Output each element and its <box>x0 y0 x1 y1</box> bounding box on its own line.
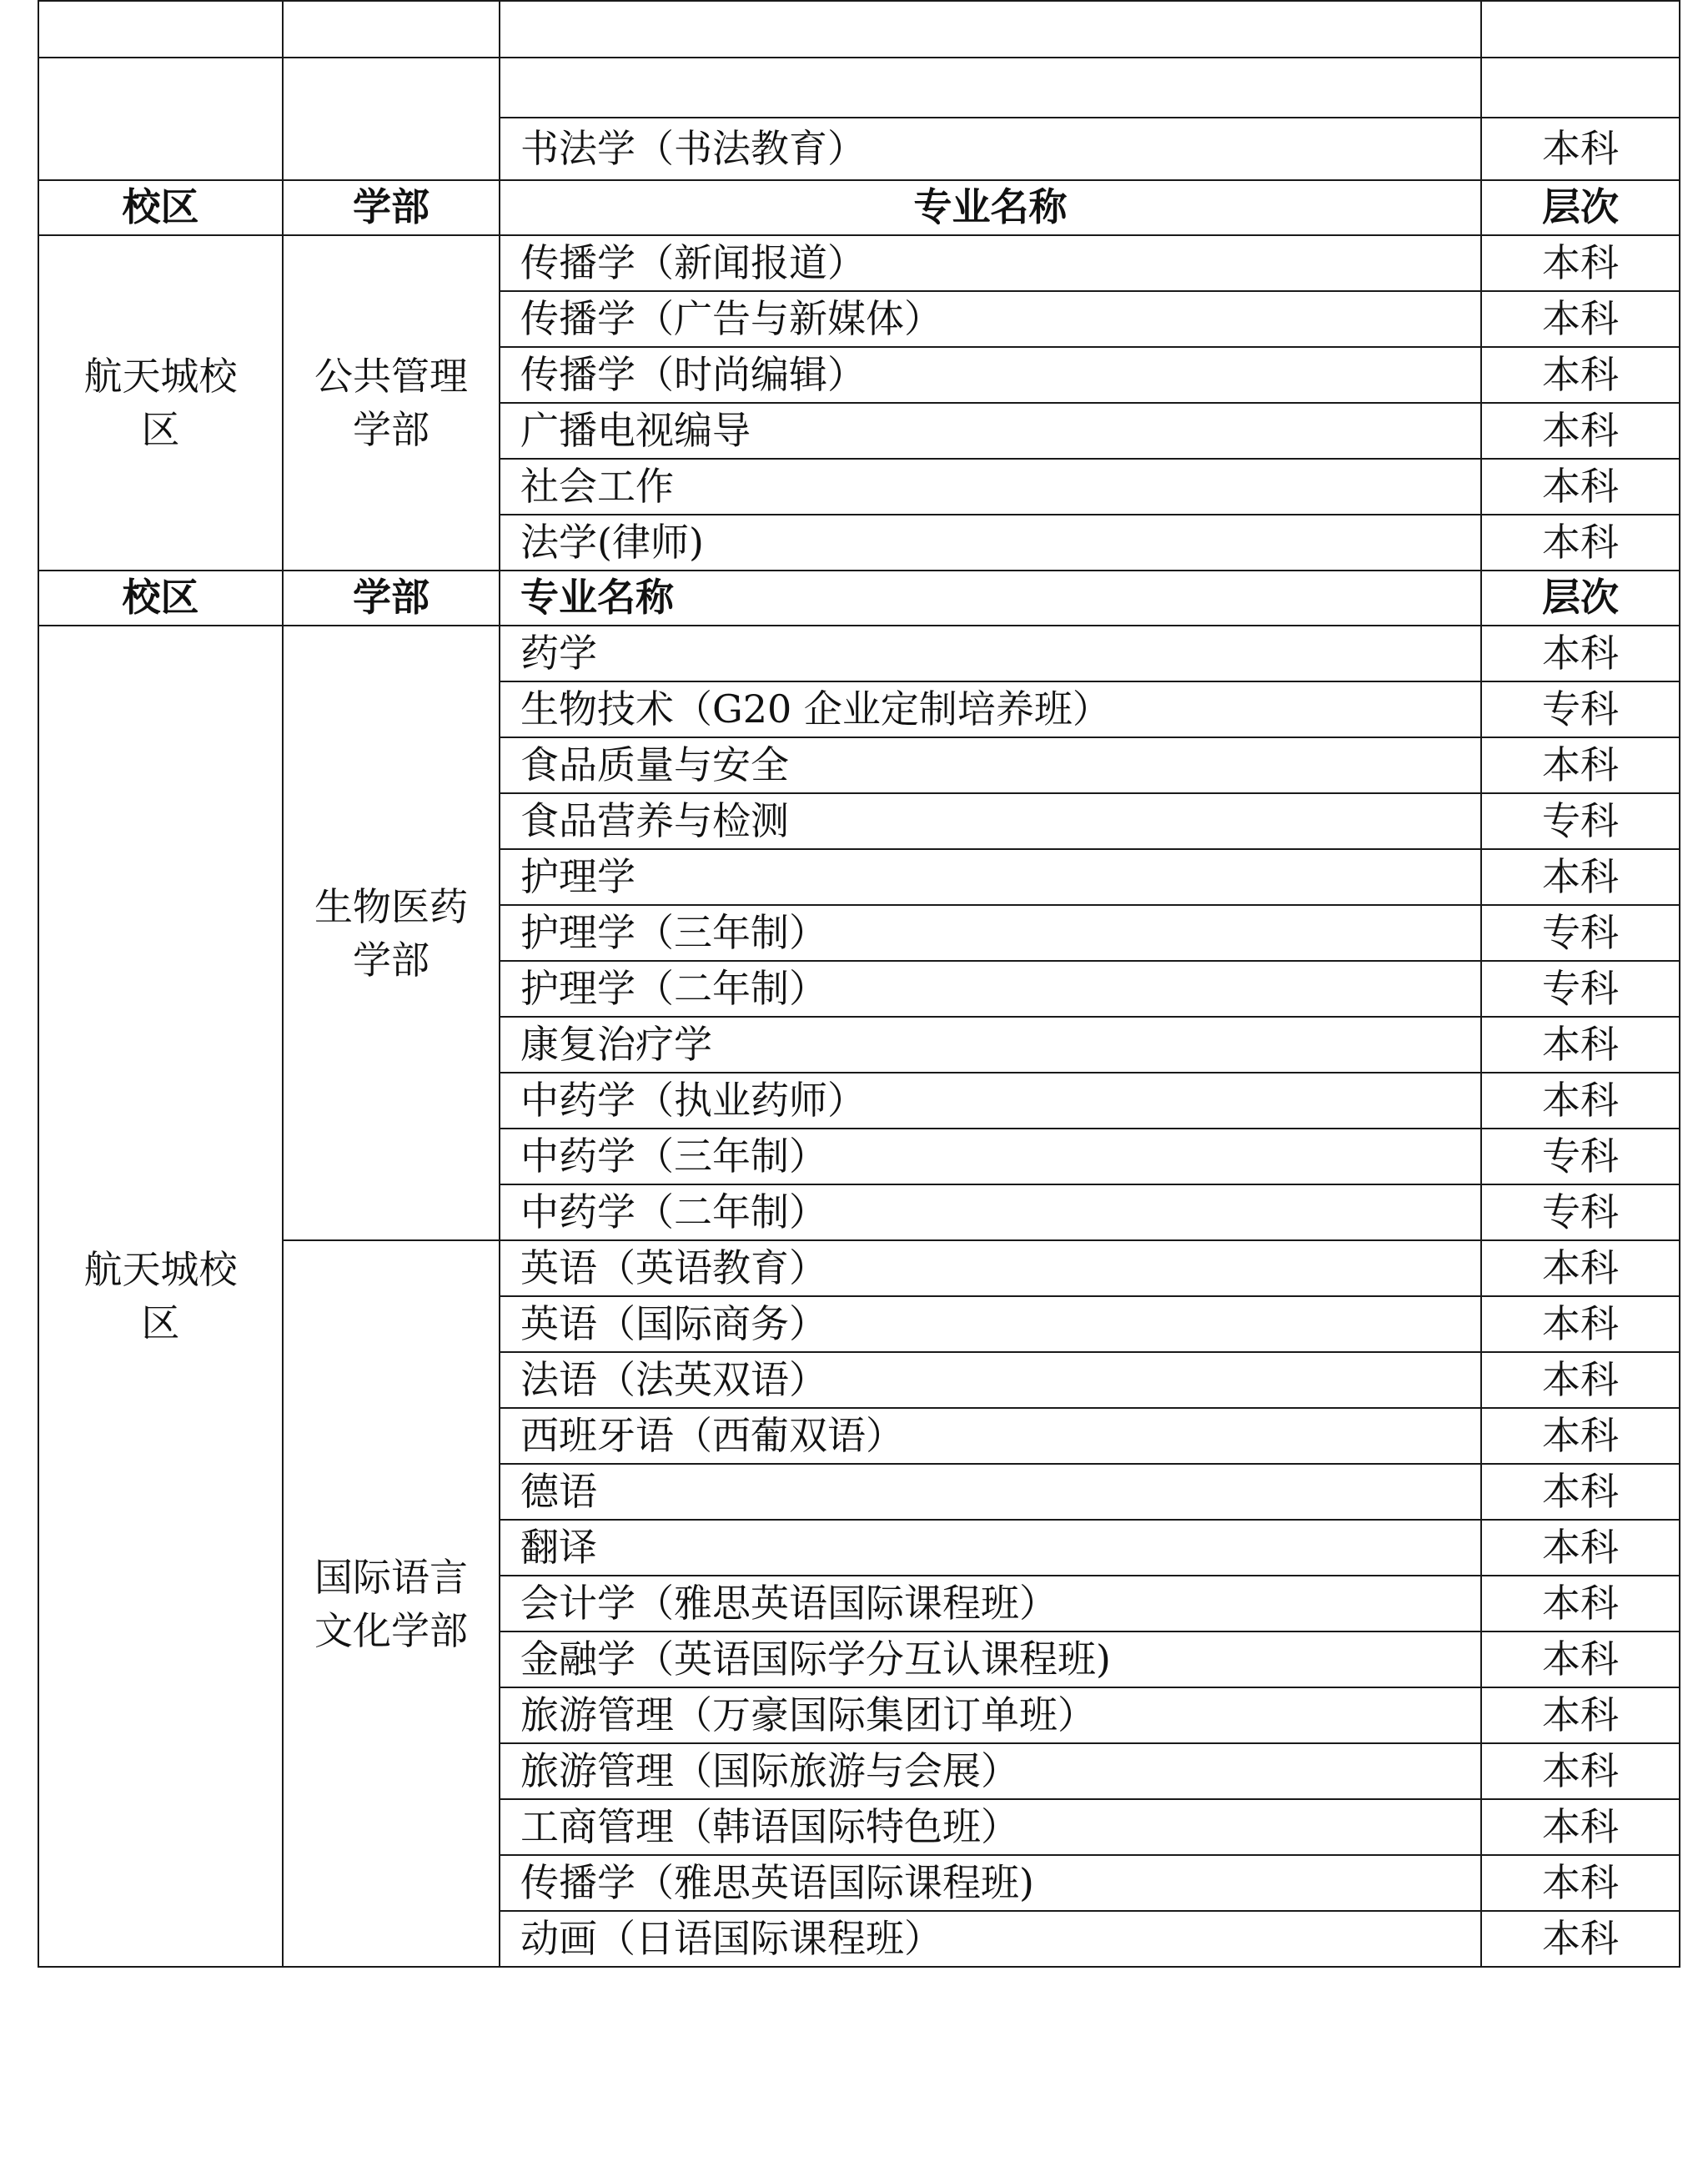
header-level: 层次 <box>1481 180 1680 235</box>
table-row <box>38 235 1680 291</box>
level-cell <box>1481 58 1680 118</box>
major-cell: 英语（国际商务） <box>500 1296 1481 1352</box>
major-cell <box>500 58 1481 118</box>
department-cell <box>283 1 500 58</box>
table-row <box>38 1240 1680 1296</box>
major-cell: 旅游管理（万豪国际集团订单班） <box>500 1687 1481 1743</box>
major-cell: 会计学（雅思英语国际课程班） <box>500 1576 1481 1631</box>
level-cell: 本科 <box>1481 1743 1680 1799</box>
major-cell: 书法学（书法教育） <box>500 118 1481 180</box>
level-cell: 本科 <box>1481 1799 1680 1855</box>
level-cell: 专科 <box>1481 905 1680 961</box>
level-cell: 本科 <box>1481 1520 1680 1576</box>
major-cell: 法学(律师) <box>500 515 1481 571</box>
major-cell: 中药学（二年制） <box>500 1184 1481 1240</box>
major-cell: 护理学（三年制） <box>500 905 1481 961</box>
major-cell: 金融学（英语国际学分互认课程班) <box>500 1631 1481 1687</box>
level-cell: 本科 <box>1481 1631 1680 1687</box>
header-major: 专业名称 <box>500 571 1481 626</box>
level-cell: 本科 <box>1481 235 1680 291</box>
level-cell: 本科 <box>1481 737 1680 793</box>
campus-label: 航天城校区 <box>83 1247 238 1345</box>
level-cell: 本科 <box>1481 1073 1680 1129</box>
header-campus: 校区 <box>38 571 283 626</box>
department-label: 生物医药学部 <box>314 883 468 983</box>
major-cell: 西班牙语（西葡双语） <box>500 1408 1481 1464</box>
header-department: 学部 <box>283 571 500 626</box>
level-cell: 本科 <box>1481 626 1680 681</box>
section2-body <box>38 626 1680 1967</box>
major-cell: 护理学（二年制） <box>500 961 1481 1017</box>
level-cell: 专科 <box>1481 1184 1680 1240</box>
level-cell: 本科 <box>1481 1296 1680 1352</box>
department-cell <box>283 58 500 180</box>
level-cell: 本科 <box>1481 1352 1680 1408</box>
level-cell: 本科 <box>1481 1576 1680 1631</box>
campus-cell <box>38 58 283 180</box>
level-cell: 本科 <box>1481 1687 1680 1743</box>
level-cell: 本科 <box>1481 515 1680 571</box>
level-cell: 本科 <box>1481 849 1680 905</box>
major-cell: 药学 <box>500 626 1481 681</box>
department-label: 公共管理学部 <box>314 354 468 452</box>
level-cell: 本科 <box>1481 1240 1680 1296</box>
level-cell: 本科 <box>1481 118 1680 180</box>
level-cell: 专科 <box>1481 1129 1680 1184</box>
major-cell: 法语（法英双语） <box>500 1352 1481 1408</box>
major-cell: 广播电视编导 <box>500 403 1481 459</box>
major-cell: 旅游管理（国际旅游与会展） <box>500 1743 1481 1799</box>
department-cell <box>283 1240 500 1967</box>
header-campus: 校区 <box>38 180 283 235</box>
header-major: 专业名称 <box>500 180 1481 235</box>
level-cell: 本科 <box>1481 403 1680 459</box>
table-header-row <box>38 180 1680 235</box>
level-cell: 本科 <box>1481 347 1680 403</box>
table-header-row <box>38 571 1680 626</box>
major-cell: 德语 <box>500 1464 1481 1520</box>
major-cell: 护理学 <box>500 849 1481 905</box>
major-cell: 中药学（三年制） <box>500 1129 1481 1184</box>
major-cell: 传播学（广告与新媒体） <box>500 291 1481 347</box>
level-cell: 本科 <box>1481 1911 1680 1967</box>
level-cell: 专科 <box>1481 793 1680 849</box>
level-cell: 本科 <box>1481 291 1680 347</box>
table-row <box>38 1 1680 58</box>
major-cell: 传播学（雅思英语国际课程班) <box>500 1855 1481 1911</box>
campus-cell <box>38 626 283 1967</box>
level-cell: 本科 <box>1481 459 1680 515</box>
major-cell: 英语（英语教育） <box>500 1240 1481 1296</box>
department-cell <box>283 626 500 1240</box>
campus-cell <box>38 1 283 58</box>
major-cell: 食品质量与安全 <box>500 737 1481 793</box>
major-cell: 康复治疗学 <box>500 1017 1481 1073</box>
level-cell: 本科 <box>1481 1017 1680 1073</box>
department-label: 国际语言文化学部 <box>314 1554 468 1653</box>
major-cell: 传播学（时尚编辑） <box>500 347 1481 403</box>
major-cell: 传播学（新闻报道） <box>500 235 1481 291</box>
level-cell <box>1481 1 1680 58</box>
header-department: 学部 <box>283 180 500 235</box>
major-cell: 翻译 <box>500 1520 1481 1576</box>
level-cell: 本科 <box>1481 1464 1680 1520</box>
majors-table <box>38 0 1680 1968</box>
campus-cell <box>38 235 283 571</box>
major-cell: 食品营养与检测 <box>500 793 1481 849</box>
level-cell: 专科 <box>1481 961 1680 1017</box>
major-cell: 生物技术（G20 企业定制培养班） <box>500 681 1481 737</box>
table-row <box>38 58 1680 118</box>
major-cell: 工商管理（韩语国际特色班） <box>500 1799 1481 1855</box>
level-cell: 本科 <box>1481 1855 1680 1911</box>
level-cell: 专科 <box>1481 681 1680 737</box>
level-cell: 本科 <box>1481 1408 1680 1464</box>
header-level: 层次 <box>1481 571 1680 626</box>
department-cell <box>283 235 500 571</box>
major-cell: 中药学（执业药师） <box>500 1073 1481 1129</box>
campus-label: 航天城校区 <box>83 354 238 452</box>
major-cell <box>500 1 1481 58</box>
table-row <box>38 626 1680 681</box>
major-cell: 社会工作 <box>500 459 1481 515</box>
major-cell: 动画（日语国际课程班） <box>500 1911 1481 1967</box>
